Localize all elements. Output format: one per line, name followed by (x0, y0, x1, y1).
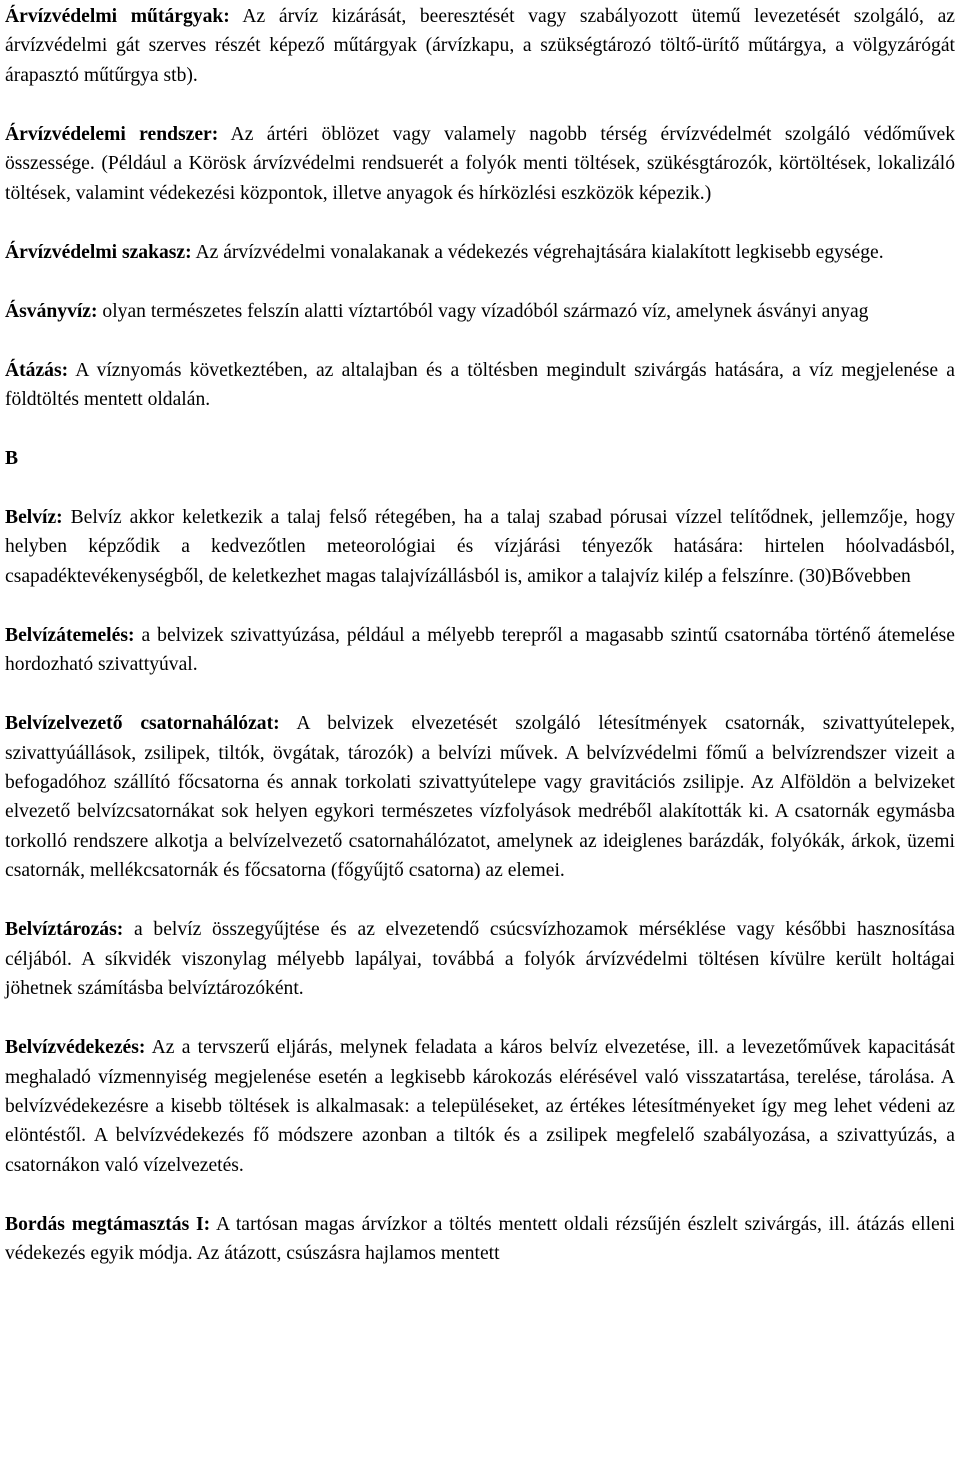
entry-definition: Az a tervszerű eljárás, melynek feladata a káros belvíz elvezetése, ill. a levezetőművek kapacitását meghaladó vízmennyiség megjelenése esetén a legkisebb károkozás elérésével való visszatartása, terelése, tárolása. A belvízvédekezésre a kisebb töltések is alkalmasak: a településeket, az értékes létesítményeket így meg lehet védeni az elöntéstől. A belvízvédekezés fő módszere azonban a tiltók és a zsilipek megfelelő szabályozása, a szivattyúzás, a csatornákon való vízelvezetés. (5, 1037, 955, 1176)
entry-term: Belvíz: (5, 507, 63, 529)
entry-definition: a belvizek szivattyúzása, például a mélyebb terepről a magasabb szintű csatornába történő átemelése hordozható szivattyúval. (5, 624, 955, 676)
entry-definition: A víznyomás következtében, az altalajban és a töltésben megindult szivárgás hatására, a víz megjelenése a földtöltés mentett oldalán. (5, 359, 955, 411)
glossary-entry-arvizvedelemi-rendszer (5, 120, 955, 208)
section-letter-heading: B (5, 448, 19, 470)
entry-term: Belvíztározás: (5, 919, 124, 941)
entry-term: Árvízvédelemi rendszer: (5, 123, 219, 145)
entry-term: Belvízelvezető csatornahálózat: (5, 713, 280, 735)
glossary-entry-belvizvedekezes (5, 1033, 955, 1180)
entry-term: Árvízvédelmi műtárgyak: (5, 6, 230, 27)
entry-definition: A tartósan magas árvízkor a töltés mentett oldali rézsűjén észlelt szivárgás, ill. átázás elleni védekezés egyik módja. Az átázott, csúszásra hajlamos mentett (5, 1213, 955, 1265)
entry-definition: Az árvízvédelmi vonalakanak a védekezés végrehajtására kialakított legkisebb egysége. (191, 241, 884, 263)
entry-term: Belvízátemelés: (5, 624, 135, 646)
document-page (5, 2, 955, 1298)
glossary-entry-bordas-megtamasztas (5, 1210, 955, 1269)
entry-term: Árvízvédelmi szakasz: (5, 241, 192, 263)
glossary-entry-belviz (5, 503, 955, 591)
glossary-entry-belvizatemeles (5, 621, 955, 680)
entry-term: Ásványvíz: (5, 300, 98, 322)
entry-definition: A belvizek elvezetését szolgáló létesítmények csatornák, szivattyútelepek, szivattyúállások, zsilipek, tiltók, övgátak, tározók) a belvízi művek. A belvízvédelmi főmű a belvízrendszer vizeit a befogadóhoz szállító főcsatorna és annak torkolati szivattyútelepe vagy gravitációs zsilipje. Az Alföldön a belvizeket elvezető belvízcsatornákat sok helyen egykori természetes vízfolyások medréből alakították ki. A csatornák egymásba torkolló rendszere alkotja a belvízelvezető csatornahálózatot, amelynek az ideiglenes barázdák, folyókák, árkok, üzemi csatornák, mellékcsatornák és főcsatorna (főgyűjtő csatorna) az elemei. (5, 713, 956, 882)
entry-definition: olyan természetes felszín alatti víztartóból vagy vízadóból származó víz, amelynek ásványi anyag (97, 300, 869, 322)
entry-definition: Belvíz akkor keletkezik a talaj felső rétegében, ha a talaj szabad pórusai vízzel telítődnek, jellemzője, hogy helyben képződik a kedvezőtlen meteorológiai és vízjárási tényezők hatására: hirtelen hóolvadásból, csapadéktevékenységből, de keletkezhet magas talajvízállásból is, amikor a talajvíz kilép a felszínre. (30)Bővebben (5, 507, 955, 587)
glossary-entry-arvizvedelmi-mutargyak (5, 2, 955, 90)
entry-term: Bordás megtámasztás I: (5, 1213, 211, 1235)
glossary-entry-atazas (5, 356, 955, 415)
entry-definition: Az ártéri öblözet vagy valamely nagobb térség érvízvédelmét szolgáló védőművek összessége. (Például a Körösk árvízvédelmi rendsuerét a folyók menti töltések, szükésgtározók, körtöltések, lokalizáló töltések, valamint védekezési központok, illetve anyagok és hírközlési eszközök képezik.) (5, 123, 955, 204)
glossary-entry-belviztarozas (5, 915, 955, 1003)
glossary-entry-belvizelvezeto-csatornahalozat (5, 709, 955, 885)
glossary-entry-asvanyviz (5, 297, 955, 326)
entry-term: Átázás: (5, 359, 69, 381)
entry-term: Belvízvédekezés: (5, 1037, 146, 1059)
entry-definition: a belvíz összegyűjtése és az elvezetendő csúcsvízhozamok mérséklése vagy későbbi hasznosítása céljából. A síkvidék viszonylag mélyebb lapályai, továbbá a folyók árvízvédelmi töltésen kívülre került holtágai jöhetnek számításba belvíztározóként. (5, 919, 955, 1000)
glossary-entry-arvizvedelmi-szakasz (5, 238, 955, 267)
entry-definition: Az árvíz kizárását, beeresztését vagy szabályozott ütemű levezetését szolgáló, az árvízvédelmi gát szerves részét képező műtárgyak (árvízkapu, a szükségtározó töltő-ürítő műtárgya, a völgyzárógát árapasztó műtűrgya stb). (5, 6, 955, 86)
